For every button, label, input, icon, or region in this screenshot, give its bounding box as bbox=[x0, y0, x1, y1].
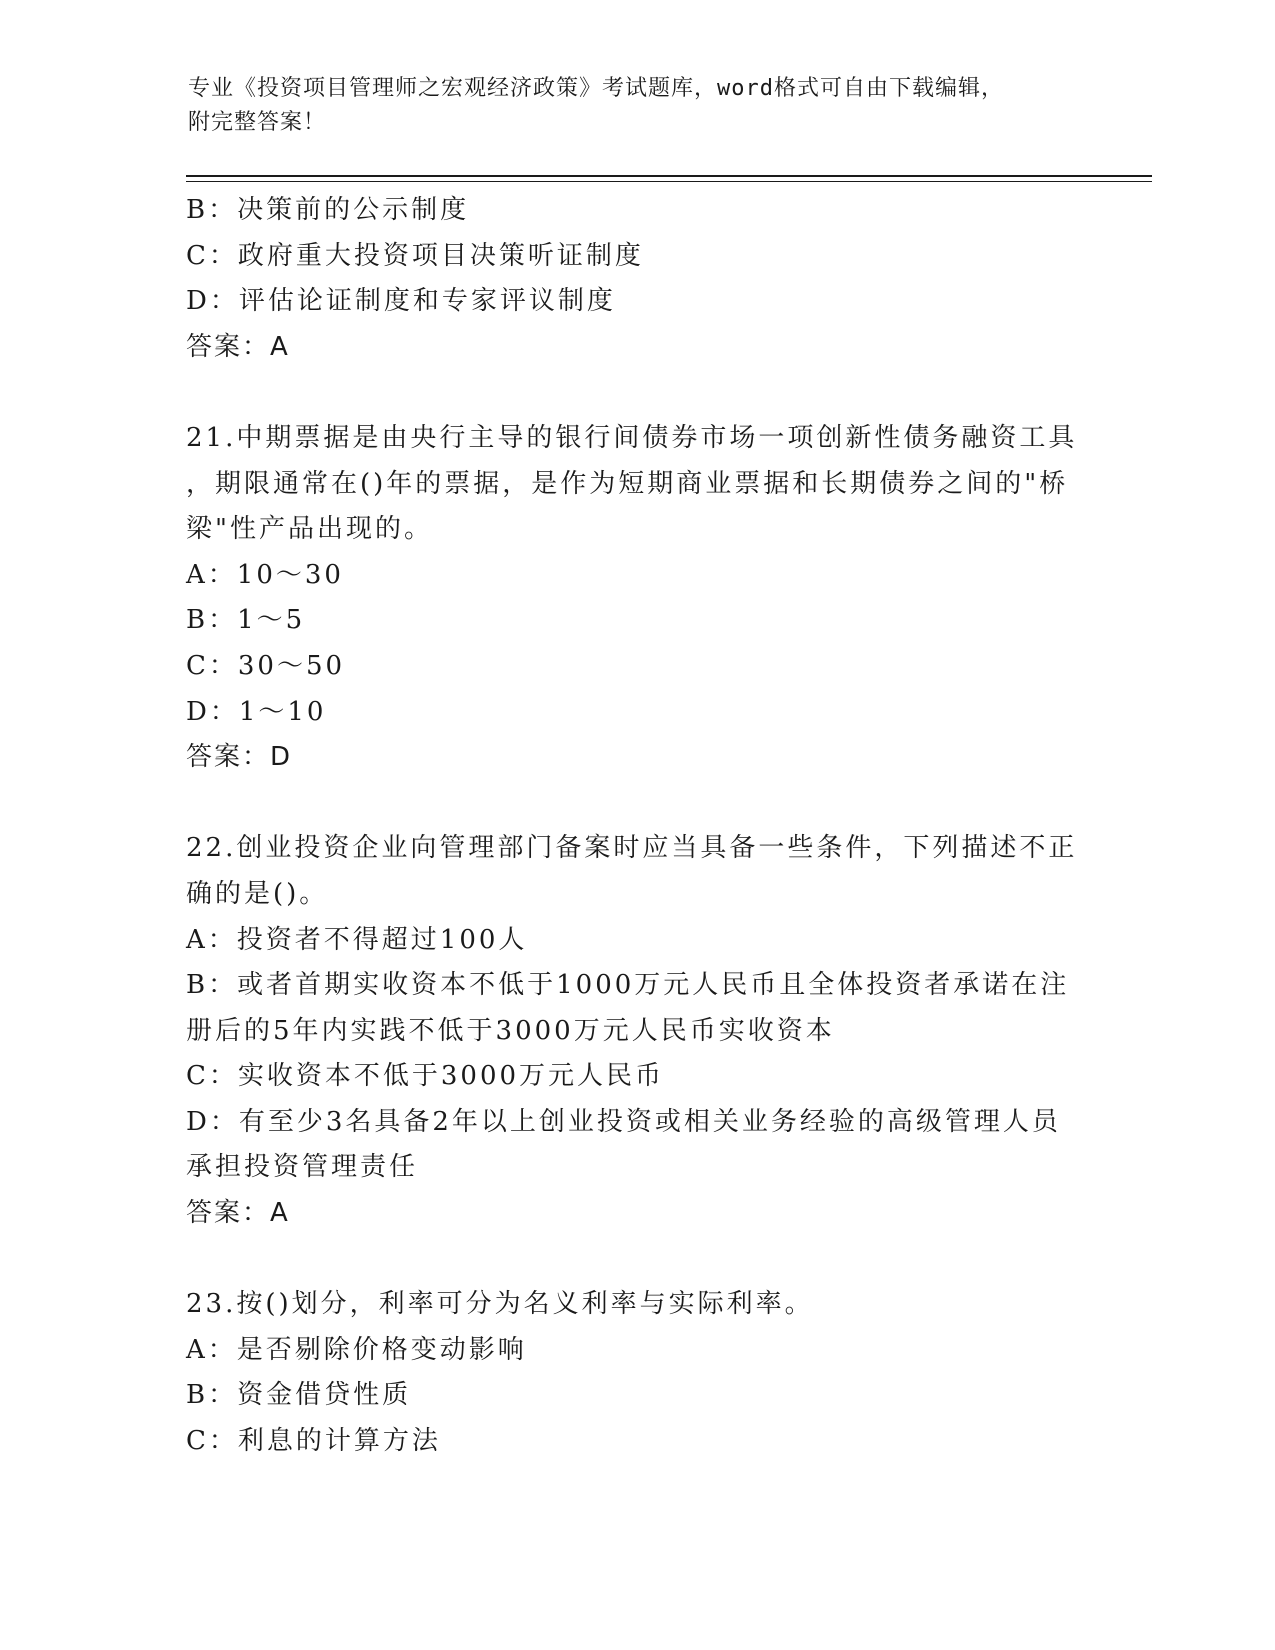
option-a: A：10～30 bbox=[186, 559, 344, 590]
option-d-continued: 承担投资管理责任 bbox=[186, 1152, 419, 1183]
option-d: D：1～10 bbox=[186, 696, 327, 727]
option-b: B：资金借贷性质 bbox=[186, 1380, 412, 1411]
option-c: C：30～50 bbox=[186, 650, 346, 681]
document-header bbox=[188, 72, 1078, 140]
header-divider-thin bbox=[186, 181, 1152, 182]
question-stem: ，期限通常在()年的票据，是作为短期商业票据和长期债券之间的"桥 bbox=[186, 468, 1069, 499]
option-c: C：实收资本不低于3000万元人民币 bbox=[186, 1061, 665, 1092]
answer-line: 答案：A bbox=[186, 1198, 290, 1229]
header-line-1: 专业《投资项目管理师之宏观经济政策》考试题库，word格式可自由下载编辑， bbox=[188, 76, 1004, 101]
question-gap bbox=[186, 1237, 1086, 1283]
question-22 bbox=[186, 826, 1086, 1236]
option-b: B：或者首期实收资本不低于1000万元人民币且全体投资者承诺在注 bbox=[186, 970, 1070, 1001]
question-stem: 22.创业投资企业向管理部门备案时应当具备一些条件，下列描述不正 bbox=[186, 833, 1078, 864]
question-20-tail bbox=[186, 188, 1086, 370]
question-stem: 确的是()。 bbox=[186, 878, 329, 909]
answer-line: 答案：D bbox=[186, 742, 293, 773]
option-a: A：投资者不得超过100人 bbox=[186, 924, 528, 955]
header-line-2: 附完整答案！ bbox=[188, 110, 327, 135]
header-divider-thick bbox=[186, 175, 1152, 177]
option-d: D：评估论证制度和专家评议制度 bbox=[186, 286, 616, 317]
question-gap bbox=[186, 370, 1086, 416]
question-stem: 23.按()划分，利率可分为名义利率与实际利率。 bbox=[186, 1289, 814, 1320]
answer-line: 答案：A bbox=[186, 331, 290, 362]
option-b: B：决策前的公示制度 bbox=[186, 195, 470, 225]
question-21 bbox=[186, 416, 1086, 781]
question-23 bbox=[186, 1282, 1086, 1464]
question-stem: 21.中期票据是由央行主导的银行间债券市场一项创新性债务融资工具 bbox=[186, 422, 1078, 453]
option-c: C：利息的计算方法 bbox=[186, 1426, 441, 1457]
option-d: D：有至少3名具备2年以上创业投资或相关业务经验的高级管理人员 bbox=[186, 1106, 1061, 1137]
option-a: A：是否剔除价格变动影响 bbox=[186, 1334, 527, 1365]
option-b-continued: 册后的5年内实践不低于3000万元人民币实收资本 bbox=[186, 1015, 835, 1046]
question-stem: 梁"性产品出现的。 bbox=[186, 514, 433, 545]
question-list bbox=[186, 188, 1086, 1465]
option-c: C：政府重大投资项目决策听证制度 bbox=[186, 240, 644, 271]
question-gap bbox=[186, 781, 1086, 827]
option-b: B：1～5 bbox=[186, 605, 306, 636]
